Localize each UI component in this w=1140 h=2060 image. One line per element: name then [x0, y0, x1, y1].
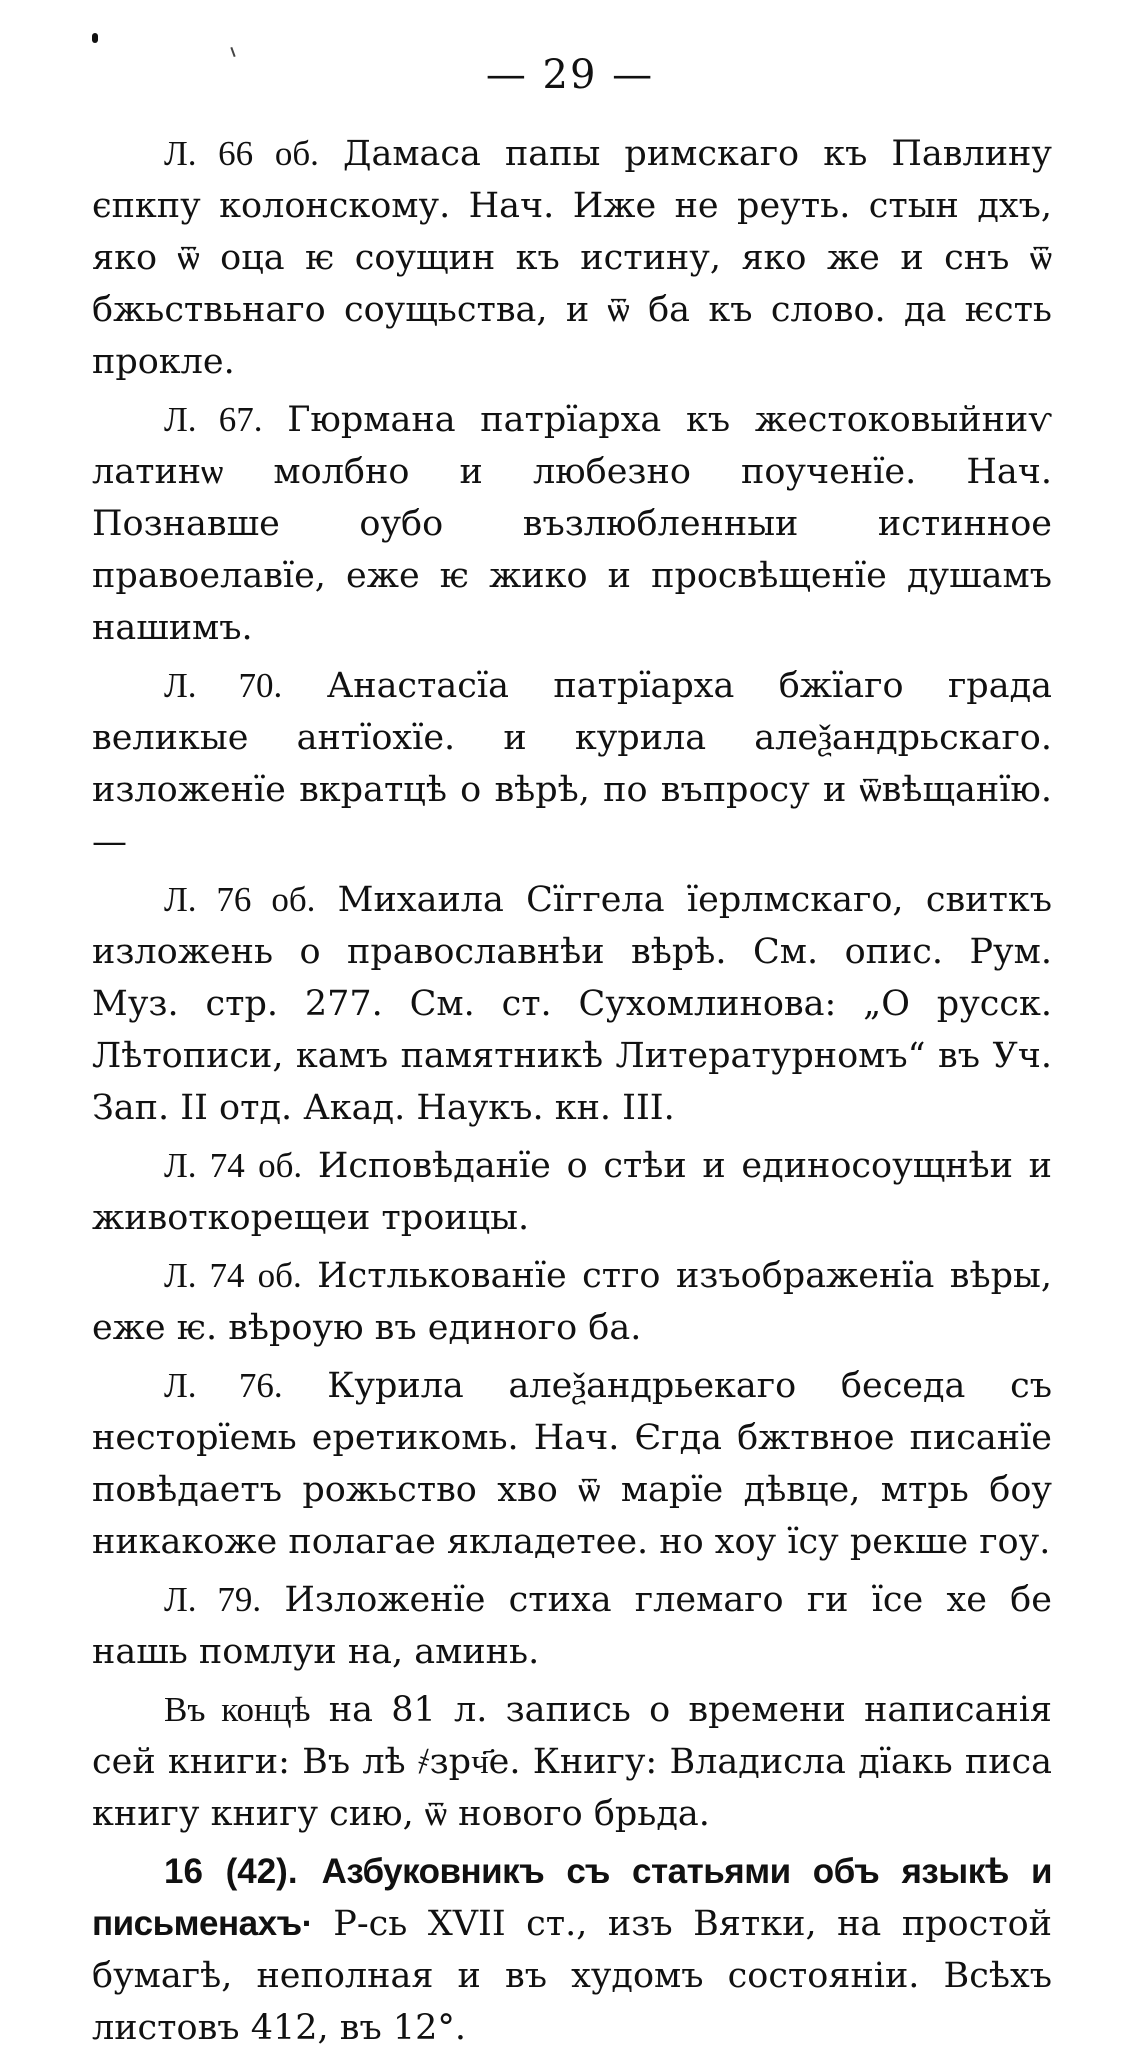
ink-speck [92, 33, 98, 43]
colophon-lead: Въ концѣ [164, 1690, 311, 1729]
leaf-reference: Л. 74 об. [164, 1146, 303, 1185]
entry-text: Михаила Сїггела їерлмскаго, свиткъ изложень о православнѣи вѣрѣ. См. опис. Рум. Муз. стр. 277. См. ст. Сухомлинова: „О русск. Лѣтописи, камъ памятникѣ Литературномъ“ въ Уч. Зап. II отд. Акад. Наукъ. кн. III. [92, 880, 1052, 1128]
entry-paragraph [92, 660, 1052, 868]
entry-paragraph [92, 1574, 1052, 1678]
leaf-reference: Л. 76. [164, 1366, 283, 1405]
entry-text: Изложенїе стиха глемаго ги їсе хе бе нашь помлуи на, аминь. [92, 1580, 1052, 1672]
catalog-entry-body [92, 128, 1052, 2060]
entry-text: Истлькованїе стго изъображенїа вѣры, еже ѥ. вѣроую въ единого ба. [92, 1256, 1052, 1348]
entry-text: Дамаса папы римскаго къ Павлину єпкпу колонскому. Нач. Иже не реуть. стын дхъ, яко ѿ оца ѥ соущин къ истину, яко же и снъ ѿ бжьствьнаго соущьства, и ѿ ба къ слово. да ѥсть прокле. [92, 134, 1052, 382]
colophon-paragraph [92, 1684, 1052, 1840]
entry-paragraph [92, 394, 1052, 654]
entry-text: Исповѣданїе о стѣи и единосоущнѣи и животкорещеи троицы. [92, 1146, 1053, 1238]
page-number: — 29 — [485, 52, 655, 98]
leaf-reference: Л. 70. [164, 666, 283, 705]
entry-text: Курила алеѯандрьекаго беседа съ несторїемь еретикомь. Нач. Єгда бжтвное писанїе повѣдаетъ рожьство хво ѿ марїе дѣвце, мтрь боу никакоже полагае якладетее. но хоу їсу рекше гоу. [92, 1366, 1052, 1562]
entry-paragraph [92, 1140, 1052, 1244]
leaf-reference: Л. 67. [164, 400, 263, 439]
leaf-reference: Л. 66 об. [164, 134, 319, 173]
entry-text: Анастасїа патрїарха бжїаго града великые антїохїе. и курила алеѯандрьскаго. изложенїе вкратцѣ о вѣрѣ, по въпросу и ѿвѣщанїю.— [92, 666, 1052, 862]
leaf-reference: Л. 74 об. [164, 1256, 302, 1295]
manuscript-description: Р-сь XVII ст., изъ Вятки, на простой бумагѣ, неполная и въ худомъ состояніи. Всѣхъ листовъ 412, въ 12°. [92, 1904, 1052, 2048]
manuscript-number: 16 (42). [164, 1852, 298, 1891]
entry-paragraph [92, 874, 1052, 1134]
entry-text: Гюрмана патрїарха къ жестоковыйниѵ латинѡ молбно и любезно поученїе. Нач. Познавше оубо възлюбленныи истинное правоелавїе, еже ѥ жико и просвѣщенїе душамъ нашимъ. [92, 400, 1052, 648]
leaf-reference: Л. 79. [164, 1580, 262, 1619]
manuscript-title: Азбуковникъ съ статьями объ языкѣ и письменахъ· [92, 1852, 1052, 1943]
entry-paragraph [92, 1360, 1052, 1568]
manuscript-entry [92, 1846, 1052, 2054]
leaf-reference: Л. 76 об. [164, 880, 316, 919]
colophon-text: на 81 л. запись о времени написанія сей книги: Въ лѣ ҂зрч҃е. Книгу: Владисла дїакь писа книгу книгу сию, ѿ нового брьда. [92, 1690, 1052, 1834]
entry-paragraph [92, 1250, 1052, 1354]
entry-paragraph [92, 128, 1052, 388]
